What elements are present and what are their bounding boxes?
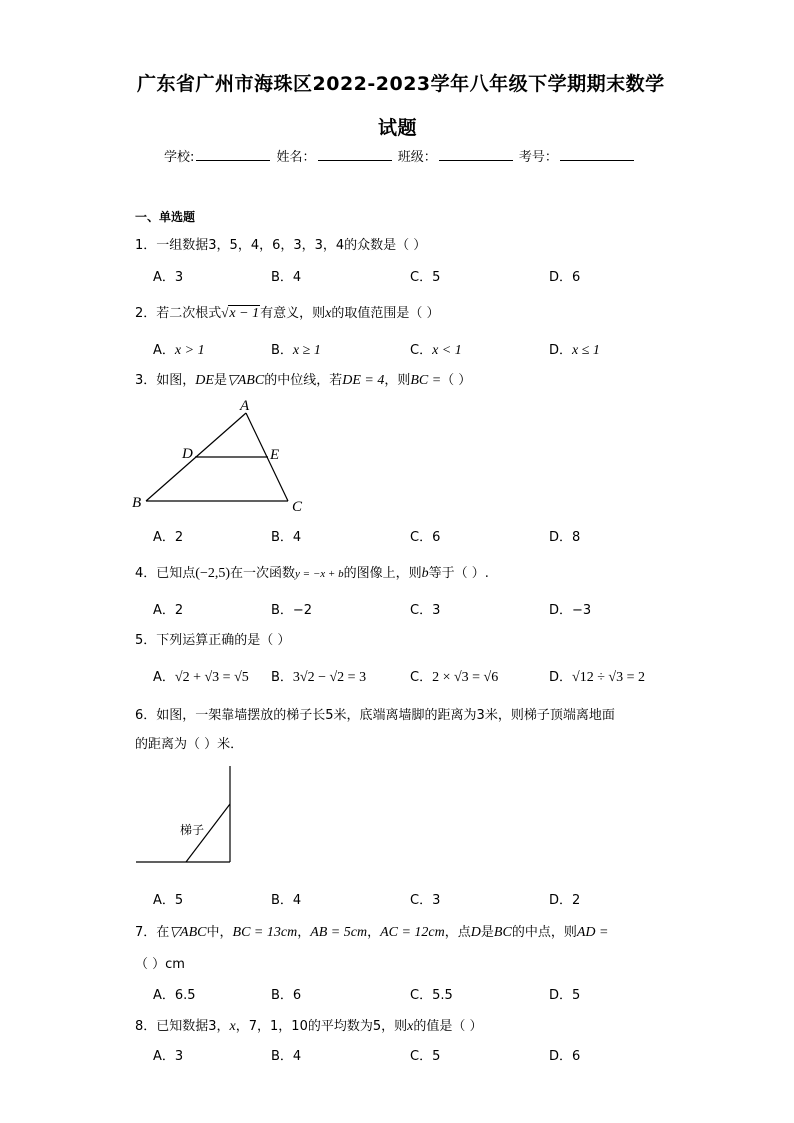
q8-option-b[interactable]: B．4 [271, 1049, 302, 1064]
school-label: 学校: [164, 150, 195, 165]
question-7-stem: 7．在▽ABC中，BC = 13cm，AB = 5cm，AC = 12cm，点D是BC的中点，则AD = [135, 925, 609, 940]
document-title: 广东省广州市海珠区2022-2023学年八年级下学期期末数学 [137, 73, 665, 95]
radicand: x − 1 [229, 306, 260, 321]
q1-option-a[interactable]: A．3 [153, 270, 184, 285]
q2-var: x [325, 306, 332, 321]
document-title-line2: 试题 [378, 117, 418, 139]
q6-option-a[interactable]: A．5 [153, 893, 184, 908]
q8-option-a[interactable]: A．3 [153, 1049, 184, 1064]
question-6-stem-line1: 6．如图，一架靠墙摆放的梯子长5米，底端离墙脚的距离为3米，则梯子顶端离地面 [135, 708, 615, 723]
q3-option-c[interactable]: C．6 [410, 530, 441, 545]
label-a: A [240, 398, 250, 414]
number-label: 考号： [518, 150, 558, 165]
q3-option-a[interactable]: A．2 [153, 530, 184, 545]
question-7-stem-line2: （ ）cm [135, 957, 185, 972]
label-d: D [182, 446, 193, 462]
q5-option-d[interactable]: D．√12 ÷ √3 = 2 [549, 670, 645, 685]
q6-option-d[interactable]: D．2 [549, 893, 581, 908]
q2-option-d[interactable]: D．x ≤ 1 [549, 343, 600, 358]
question-1-stem: 1．一组数据3，5，4，6，3，3，4的众数是（ ） [135, 238, 427, 253]
triangle-figure [128, 395, 318, 517]
q2-text-post: 的取值范围是（ ） [331, 306, 440, 321]
ladder-label: 梯子 [180, 823, 205, 837]
q3-option-d[interactable]: D．8 [549, 530, 581, 545]
q2-text-pre: 2．若二次根式 [135, 306, 222, 321]
question-5-stem: 5．下列运算正确的是（ ） [135, 633, 291, 648]
class-blank[interactable] [439, 148, 513, 161]
class-label: 班级： [397, 150, 437, 165]
q4-option-b[interactable]: B．−2 [271, 603, 313, 618]
school-blank[interactable] [196, 148, 270, 161]
question-3-stem: 3．如图，DE是▽ABC的中位线，若DE = 4，则BC =（ ） [135, 373, 472, 388]
q5-option-a[interactable]: A．√2 + √3 = √5 [153, 670, 249, 685]
question-4-stem: 4．已知点(−2,5)在一次函数y = −x + b的图像上，则b等于（ ）. [135, 566, 489, 581]
label-b: B [132, 495, 142, 511]
q2-option-c[interactable]: C．x < 1 [410, 343, 462, 358]
question-8-stem: 8．已知数据3，x，7，1，10的平均数为5，则x的值是（ ） [135, 1019, 483, 1034]
q4-option-c[interactable]: C．3 [410, 603, 441, 618]
q6-option-c[interactable]: C．3 [410, 893, 441, 908]
q2-text-mid: 有意义，则 [260, 306, 326, 321]
q1-option-d[interactable]: D．6 [549, 270, 581, 285]
q6-option-b[interactable]: B．4 [271, 893, 302, 908]
question-2-stem [135, 302, 439, 322]
label-c: C [292, 499, 303, 515]
section-heading: 一、单选题 [135, 210, 196, 224]
ladder-figure [130, 762, 240, 868]
q5-option-c[interactable]: C．2 × √3 = √6 [410, 670, 499, 685]
q5-option-b[interactable]: B．3√2 − √2 = 3 [271, 670, 367, 685]
q2-option-b[interactable]: B．x ≥ 1 [271, 343, 321, 358]
number-blank[interactable] [560, 148, 634, 161]
q4-option-a[interactable]: A．2 [153, 603, 184, 618]
q7-option-c[interactable]: C．5.5 [410, 988, 453, 1003]
name-blank[interactable] [318, 148, 392, 161]
question-6-stem-line2: 的距离为（ ）米． [135, 737, 244, 752]
q1-option-c[interactable]: C．5 [410, 270, 441, 285]
q7-option-b[interactable]: B．6 [271, 988, 302, 1003]
label-e: E [270, 447, 280, 463]
sqrt-expression: √x − 1 [221, 305, 260, 321]
q1-option-b[interactable]: B．4 [271, 270, 302, 285]
q7-option-d[interactable]: D．5 [549, 988, 581, 1003]
student-info-line [164, 146, 636, 165]
q7-option-a[interactable]: A．6.5 [153, 988, 196, 1003]
q8-option-d[interactable]: D．6 [549, 1049, 581, 1064]
q2-option-a[interactable]: A．x > 1 [153, 343, 205, 358]
q3-option-b[interactable]: B．4 [271, 530, 302, 545]
q8-option-c[interactable]: C．5 [410, 1049, 441, 1064]
q4-option-d[interactable]: D．−3 [549, 603, 592, 618]
name-label: 姓名： [276, 150, 316, 165]
